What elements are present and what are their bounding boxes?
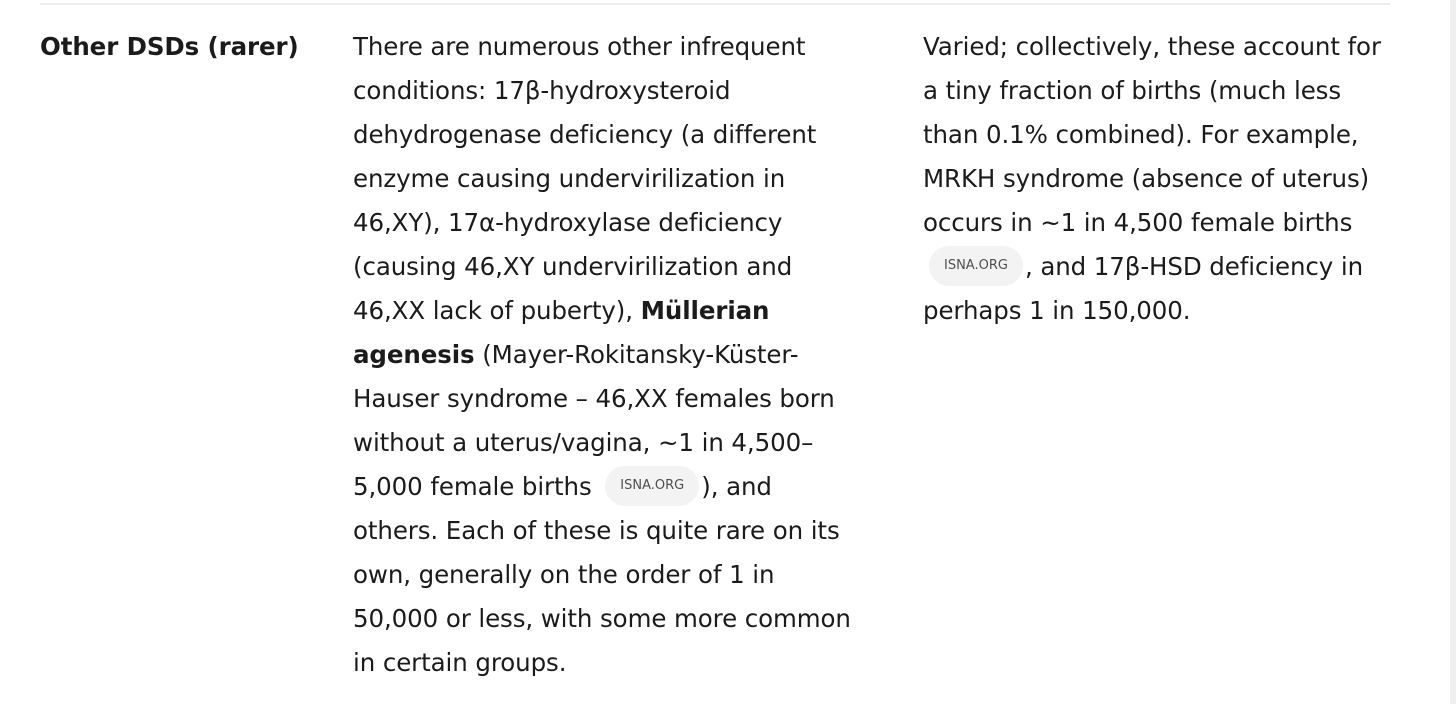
description-text: (Mayer-Rokitansky-Küster-Hauser syndrome – 46,XX females born without a uterus/vagina, ~1 in 4,500–5,000 female births [353, 340, 835, 501]
page-edge [1450, 0, 1456, 704]
prevalence-cell [923, 25, 1388, 333]
row-label: Other DSDs (rarer) [40, 32, 299, 61]
prevalence-text: , and 17β-HSD deficiency in perhaps 1 in 150,000. [923, 252, 1364, 325]
source-citation-chip[interactable]: ISNA.ORG [605, 466, 699, 506]
description-text: ), and others. Each of these is quite rare on its own, generally on the order of 1 in 50,000 or less, with some more common in certain groups. [353, 472, 851, 677]
description-text: There are numerous other infrequent conditions: 17β-hydroxysteroid dehydrogenase deficiency (a different enzyme causing undervirilization in 46,XY), 17α-hydroxylase deficiency (causing 46,XY undervirilization and 46,XX lack of puberty), [353, 32, 817, 325]
description-cell [353, 25, 863, 685]
source-citation-chip[interactable]: ISNA.ORG [929, 246, 1023, 286]
prevalence-text: Varied; collectively, these account for a tiny fraction of births (much less than 0.1% combined). For example, MRKH syndrome (absence of uterus) occurs in ~1 in 4,500 female births [923, 32, 1381, 237]
table-row-divider [40, 3, 1390, 5]
description-bold-term: Müllerian agenesis [353, 296, 770, 369]
